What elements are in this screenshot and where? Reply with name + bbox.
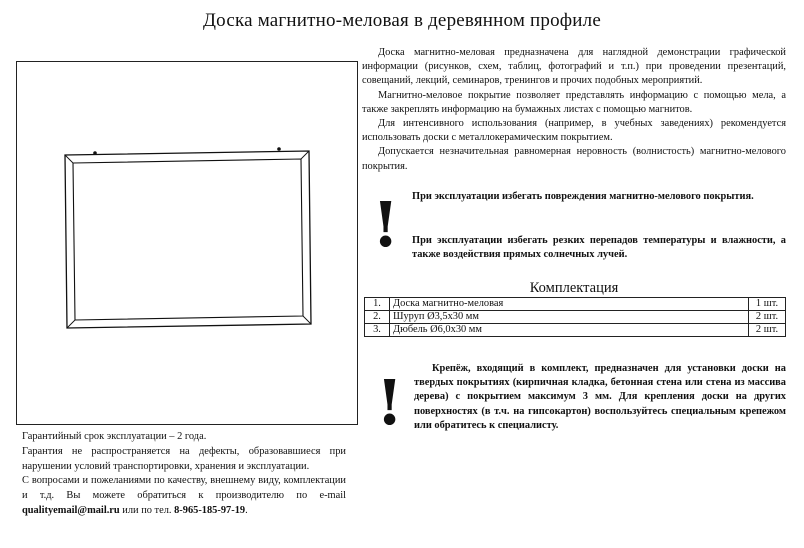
warranty-info xyxy=(22,430,346,519)
contact-text: С вопросами и пожеланиями по качеству, внешнему виду, комплектации и т.д. Вы можете обратиться к производителю по e-mail xyxy=(22,475,346,502)
table-row xyxy=(365,324,786,337)
frame-inner xyxy=(73,159,303,320)
description-paragraph: Доска магнитно-меловая предназначена для наглядной демонстрации графической информации (рисунков, схем, таблиц, фотографий и т.п.) при проведении презентаций, совещаний, лекций, семинаров, тренингов и прочих подобных мероприятий. xyxy=(362,47,786,87)
kit-table xyxy=(364,297,786,337)
exclamation-icon: ! xyxy=(372,188,400,261)
frame-outer xyxy=(65,151,311,328)
description-paragraph: Магнитно-меловое покрытие позволяет представлять информацию с помощью мела, а также закреплять информацию на бумажных листах с помощью магнитов. xyxy=(362,89,786,115)
description-paragraph: Допускается незначительная равномерная неровность (волнистость) магнитно-мелового покрытия. xyxy=(362,146,786,172)
table-row xyxy=(365,311,786,324)
warranty-exclusions: Гарантия не распространяется на дефекты, образовавшиеся при нарушении условий транспортировки, хранения и эксплуатации. xyxy=(22,445,346,472)
kit-row-number: 3. xyxy=(365,324,390,337)
contact-text: или по тел. xyxy=(119,504,175,516)
warranty-period: Гарантийный срок эксплуатации – 2 года. xyxy=(22,431,207,442)
kit-row-number: 2. xyxy=(365,311,390,324)
hook-right xyxy=(277,147,281,151)
kit-row-number: 1. xyxy=(365,298,390,311)
contact-info xyxy=(22,474,346,518)
contact-email: qualityemail@mail.ru xyxy=(22,504,120,516)
warning-coating: При эксплуатации избегать повреждения магнитно-мелового покрытия. xyxy=(412,191,754,202)
whiteboard-illustration xyxy=(17,62,357,424)
hook-left xyxy=(93,151,97,155)
description xyxy=(362,46,786,174)
page-title: Доска магнитно-меловая в деревянном профиле xyxy=(203,10,601,31)
kit-row-qty: 1 шт. xyxy=(749,298,786,311)
warning-mounting: Крепёж, входящий в комплект, предназначен для установки доски на твердых покрытиях (кирпичная кладка, бетонная стена или стена из массива дерева) с покрытием максимум 3 мм. Для крепления доски на других поверхностях (в т.ч. на гипсокартон) воспользуйтесь специальным крепежом или обратитесь к специалисту. xyxy=(414,363,786,431)
exclamation-icon: ! xyxy=(376,366,404,439)
kit-title: Комплектация xyxy=(529,280,619,296)
contact-text: . xyxy=(245,504,248,516)
contact-phone: 8-965-185-97-19 xyxy=(174,504,246,516)
table-row xyxy=(365,298,786,311)
kit-row-name: Доска магнитно-меловая xyxy=(390,298,749,311)
description-paragraph: Для интенсивного использования (например, в учебных заведениях) рекомендуется использовать доски с металлокерамическим покрытием. xyxy=(362,118,786,144)
product-image xyxy=(16,61,358,425)
kit-row-qty: 2 шт. xyxy=(749,311,786,324)
kit-row-qty: 2 шт. xyxy=(749,324,786,337)
kit-row-name: Дюбель Ø6,0х30 мм xyxy=(390,324,749,337)
kit-row-name: Шуруп Ø3,5х30 мм xyxy=(390,311,749,324)
warning-temperature: При эксплуатации избегать резких перепадов температуры и влажности, а также воздействия прямых солнечных лучей. xyxy=(412,235,786,261)
